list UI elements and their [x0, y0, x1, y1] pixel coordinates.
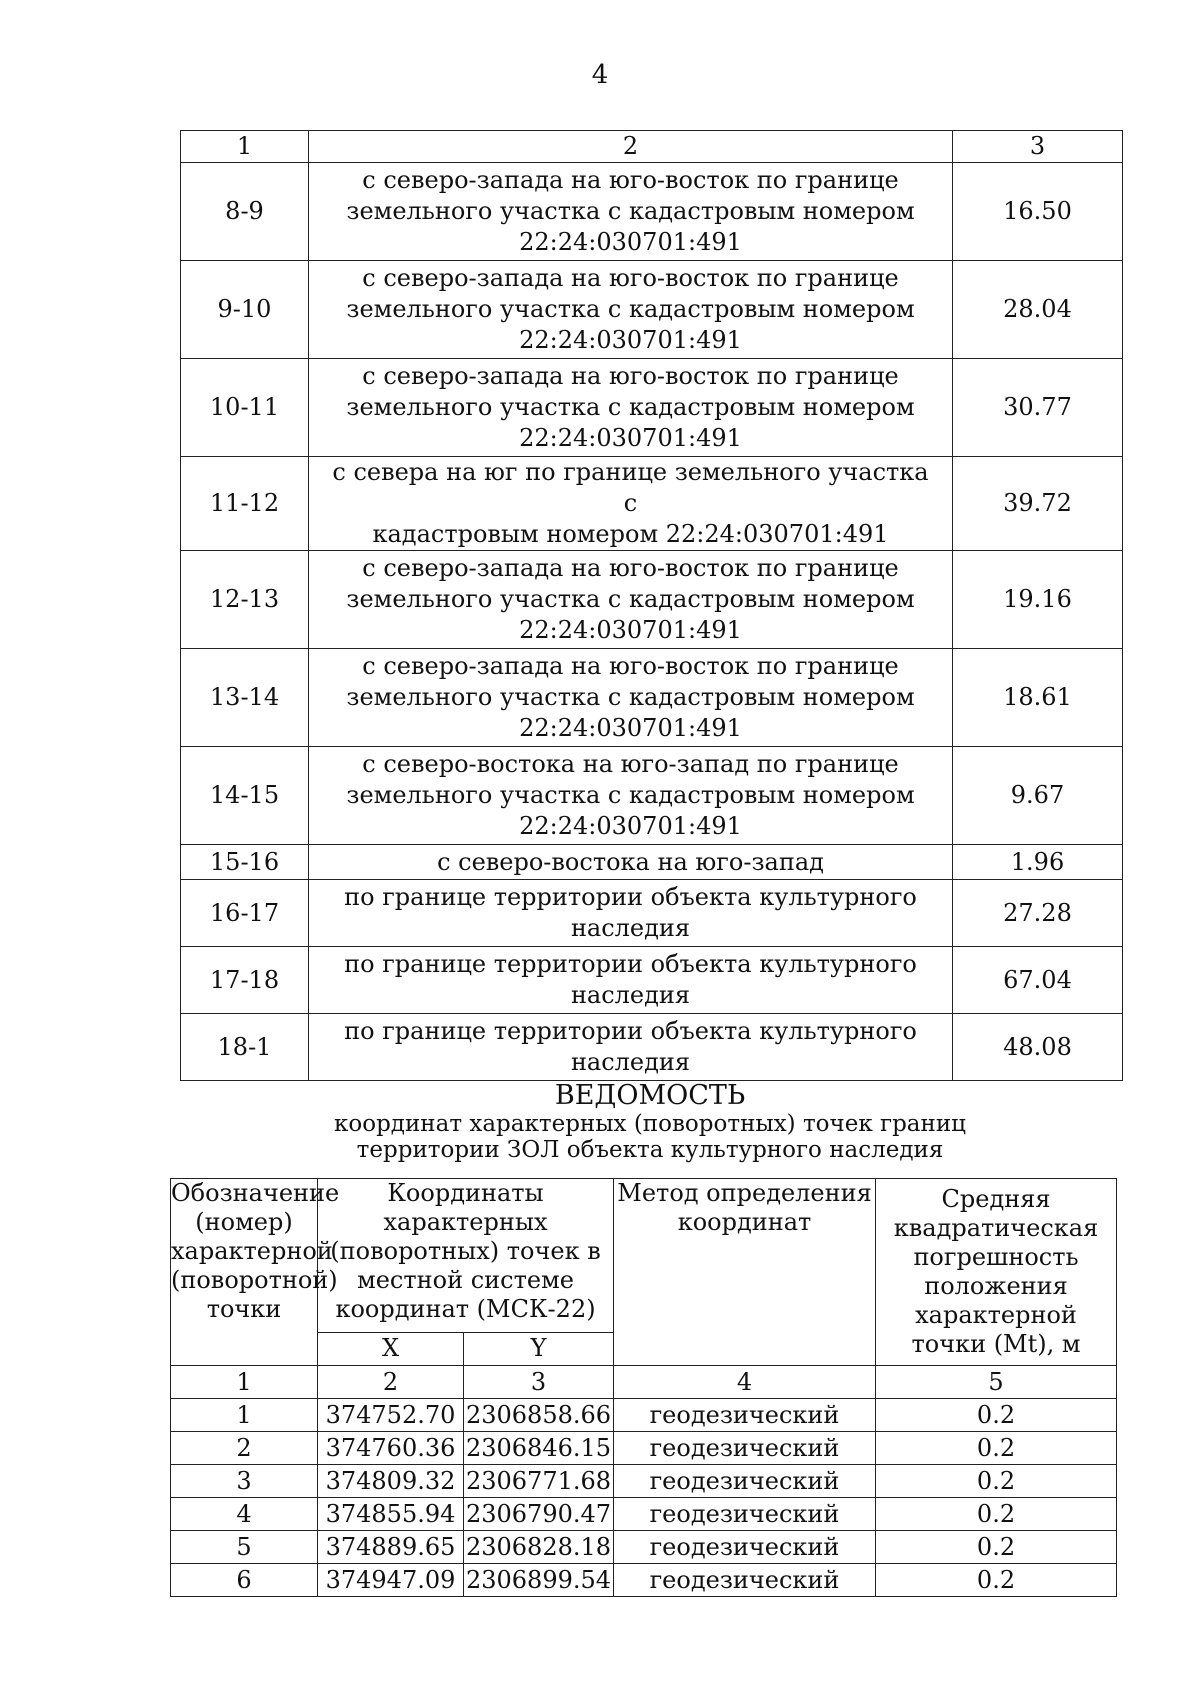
segment-row	[181, 457, 1123, 551]
column-number: 5	[876, 1366, 1117, 1399]
description-line: с северо-запада на юго-восток по границе	[362, 264, 899, 292]
point-number: 2	[171, 1432, 318, 1465]
mean-error: 0.2	[876, 1564, 1117, 1597]
coordinate-row	[171, 1564, 1117, 1597]
segment-row	[181, 947, 1123, 1014]
method: геодезический	[614, 1531, 876, 1564]
segment-length: 19.16	[953, 551, 1123, 649]
segment-row	[181, 747, 1123, 845]
segment-row	[181, 261, 1123, 359]
segment-description	[309, 457, 953, 551]
segment-row	[181, 845, 1123, 880]
method: геодезический	[614, 1399, 876, 1432]
description-line: по границе территории объекта культурного	[344, 883, 917, 911]
coord-y: 2306858.66	[464, 1399, 614, 1432]
coord-x: 374889.65	[318, 1531, 464, 1564]
coord-x: 374947.09	[318, 1564, 464, 1597]
segment-description	[309, 747, 953, 845]
coord-x: 374855.94	[318, 1498, 464, 1531]
column-number-row	[171, 1366, 1117, 1399]
coord-x: 374809.32	[318, 1465, 464, 1498]
segment-id: 10-11	[181, 359, 309, 457]
segment-description	[309, 1014, 953, 1081]
page-number: 4	[591, 60, 609, 90]
coordinate-row	[171, 1531, 1117, 1564]
segment-id: 18-1	[181, 1014, 309, 1081]
coord-x: 374760.36	[318, 1432, 464, 1465]
description-line: 22:24:030701:491	[519, 616, 742, 644]
point-number: 6	[171, 1564, 318, 1597]
coordinate-row	[171, 1465, 1117, 1498]
segment-description	[309, 649, 953, 747]
method: геодезический	[614, 1465, 876, 1498]
segment-row	[181, 163, 1123, 261]
point-number: 4	[171, 1498, 318, 1531]
segment-description	[309, 359, 953, 457]
coord-x: 374752.70	[318, 1399, 464, 1432]
description-line: земельного участка с кадастровым номером	[346, 585, 915, 613]
header-error: Средняя квадратическая погрешность положения характерной точки (Mt), м	[876, 1179, 1117, 1366]
coord-y: 2306790.47	[464, 1498, 614, 1531]
description-line: с северо-востока на юго-запад	[437, 847, 824, 876]
description-line: с северо-востока на юго-запад по границе	[362, 750, 899, 778]
point-number: 3	[171, 1465, 318, 1498]
segment-length: 18.61	[953, 649, 1123, 747]
method: геодезический	[614, 1432, 876, 1465]
column-number: 2	[318, 1366, 464, 1399]
description-line: с северо-запада на юго-восток по границе	[362, 166, 899, 194]
segment-length: 67.04	[953, 947, 1123, 1014]
description-line: по границе территории объекта культурного	[344, 1017, 917, 1045]
statement-title: ВЕДОМОСТЬ	[554, 1080, 746, 1111]
segment-length: 48.08	[953, 1014, 1123, 1081]
segment-id: 17-18	[181, 947, 309, 1014]
coordinate-row	[171, 1432, 1117, 1465]
segment-length: 27.28	[953, 880, 1123, 947]
description-line: с севера на юг по границе земельного участка с	[332, 458, 929, 517]
description-line: с северо-запада на юго-восток по границе	[362, 554, 899, 582]
description-line: с северо-запада на юго-восток по границе	[362, 362, 899, 390]
coordinate-row	[171, 1498, 1117, 1531]
column-number: 1	[171, 1366, 318, 1399]
description-line: кадастровым номером 22:24:030701:491	[372, 520, 889, 548]
segment-description	[309, 261, 953, 359]
coord-y: 2306846.15	[464, 1432, 614, 1465]
description-line: земельного участка с кадастровым номером	[346, 781, 915, 809]
description-line: по границе территории объекта культурного	[344, 950, 917, 978]
header-x: X	[318, 1332, 464, 1365]
segment-length: 1.96	[953, 845, 1123, 880]
header-designation: Обозначение (номер) характерной (поворотной) точки	[171, 1179, 318, 1366]
header-y: Y	[464, 1332, 614, 1365]
header-method: Метод определения координат	[614, 1179, 876, 1366]
segment-length: 30.77	[953, 359, 1123, 457]
description-line: земельного участка с кадастровым номером	[346, 683, 915, 711]
column-number-row	[181, 131, 1123, 163]
segment-length: 28.04	[953, 261, 1123, 359]
coordinate-row	[171, 1399, 1117, 1432]
header-row	[171, 1179, 1117, 1333]
segment-id: 9-10	[181, 261, 309, 359]
statement-subtitle-line: координат характерных (поворотных) точек границ	[334, 1111, 966, 1137]
segment-row	[181, 551, 1123, 649]
point-number: 1	[171, 1399, 318, 1432]
segment-row	[181, 359, 1123, 457]
segment-id: 13-14	[181, 649, 309, 747]
segment-length: 39.72	[953, 457, 1123, 551]
segment-id: 8-9	[181, 163, 309, 261]
segment-description	[309, 551, 953, 649]
coord-y: 2306899.54	[464, 1564, 614, 1597]
description-line: земельного участка с кадастровым номером	[346, 393, 915, 421]
segment-row	[181, 649, 1123, 747]
segment-id: 11-12	[181, 457, 309, 551]
statement-subtitle-line: территории ЗОЛ объекта культурного наследия	[356, 1137, 944, 1163]
segment-description	[309, 845, 953, 880]
point-number: 5	[171, 1531, 318, 1564]
description-line: с северо-запада на юго-восток по границе	[362, 652, 899, 680]
description-line: земельного участка с кадастровым номером	[346, 295, 915, 323]
segment-id: 12-13	[181, 551, 309, 649]
column-number: 1	[181, 131, 309, 163]
segment-description	[309, 880, 953, 947]
description-line: наследия	[570, 914, 691, 942]
description-line: наследия	[570, 1048, 691, 1076]
mean-error: 0.2	[876, 1399, 1117, 1432]
segment-length: 9.67	[953, 747, 1123, 845]
column-number: 3	[953, 131, 1123, 163]
mean-error: 0.2	[876, 1531, 1117, 1564]
method: геодезический	[614, 1564, 876, 1597]
description-line: 22:24:030701:491	[519, 812, 742, 840]
column-number: 4	[614, 1366, 876, 1399]
segment-length: 16.50	[953, 163, 1123, 261]
segment-id: 16-17	[181, 880, 309, 947]
segment-id: 15-16	[181, 845, 309, 880]
column-number: 3	[464, 1366, 614, 1399]
description-line: 22:24:030701:491	[519, 424, 742, 452]
segment-row	[181, 1014, 1123, 1081]
mean-error: 0.2	[876, 1498, 1117, 1531]
segments-table	[180, 130, 1123, 1081]
mean-error: 0.2	[876, 1432, 1117, 1465]
column-number: 2	[309, 131, 953, 163]
header-coordinates: Координаты характерных (поворотных) точек в местной системе координат (МСК-22)	[318, 1179, 614, 1333]
coord-y: 2306771.68	[464, 1465, 614, 1498]
description-line: 22:24:030701:491	[519, 714, 742, 742]
method: геодезический	[614, 1498, 876, 1531]
description-line: 22:24:030701:491	[519, 326, 742, 354]
description-line: земельного участка с кадастровым номером	[346, 197, 915, 225]
mean-error: 0.2	[876, 1465, 1117, 1498]
segment-id: 14-15	[181, 747, 309, 845]
segment-row	[181, 880, 1123, 947]
segment-description	[309, 163, 953, 261]
coordinates-table	[170, 1178, 1117, 1597]
segment-description	[309, 947, 953, 1014]
description-line: 22:24:030701:491	[519, 228, 742, 256]
coord-y: 2306828.18	[464, 1531, 614, 1564]
description-line: наследия	[570, 981, 691, 1009]
statement-heading	[0, 1080, 1200, 1163]
